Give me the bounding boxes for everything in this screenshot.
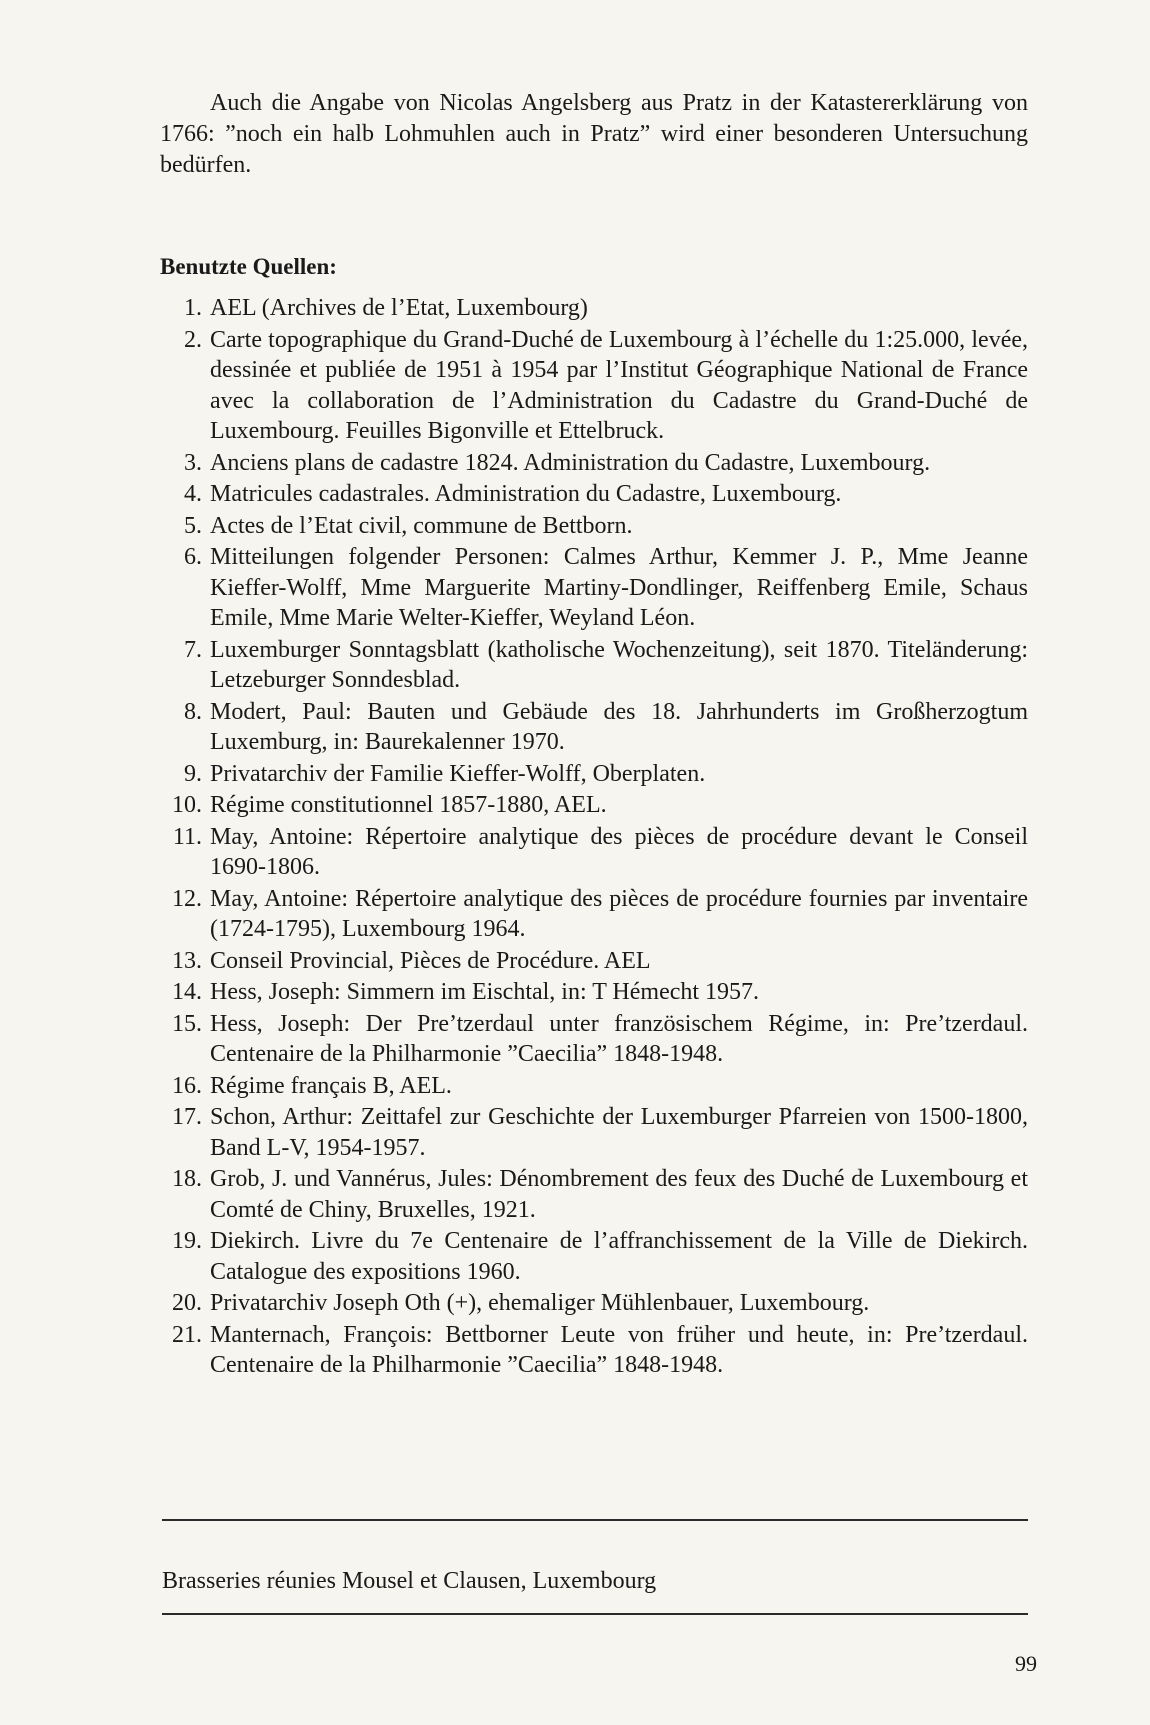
source-item [160,448,1028,479]
source-text: Hess, Joseph: Der Pre’tzerdaul unter französischem Régime, in: Pre’tzerdaul. Centenaire de la Philharmonie ”Caecilia” 1848-1948. [210,1010,1028,1067]
source-text: AEL (Archives de l’Etat, Luxembourg) [210,295,588,321]
source-number: 1. [184,295,202,321]
source-item [160,511,1028,542]
source-number: 17. [172,1104,202,1130]
source-item [160,822,1028,883]
caption-top-rule [162,1519,1028,1521]
source-item [160,977,1028,1008]
source-number: 20. [172,1290,202,1316]
source-text: Schon, Arthur: Zeittafel zur Geschichte der Luxemburger Pfarreien von 1500-1800, Band L-V, 1954-1957. [210,1104,1028,1161]
source-number: 18. [172,1166,202,1192]
source-item [160,759,1028,790]
source-item [160,697,1028,758]
source-number: 12. [172,885,202,912]
source-text: Conseil Provincial, Pièces de Procédure. AEL [210,947,651,974]
source-number: 14. [172,979,202,1005]
source-text: Grob, J. und Vannérus, Jules: Dénombrement des feux des Duché de Luxembourg et Comté de Chiny, Bruxelles, 1921. [210,1166,1028,1223]
page-number: 99 [1015,1651,1037,1676]
source-item [160,1320,1028,1381]
source-text: Modert, Paul: Bauten und Gebäude des 18. Jahrhunderts im Großherzogtum Luxemburg, in: Baurekalenner 1970. [210,698,1028,755]
source-item [160,1009,1028,1070]
source-number: 11. [172,823,202,850]
source-number: 16. [172,1072,202,1099]
source-number: 10. [172,792,202,818]
source-text: Diekirch. Livre du 7e Centenaire de l’affranchissement de la Ville de Diekirch. Catalogue des expositions 1960. [210,1228,1028,1285]
source-text: Privatarchiv der Familie Kieffer-Wolff, Oberplaten. [210,760,706,787]
source-text: May, Antoine: Répertoire analytique des pièces de procédure fournies par inventaire (1724-1795), Luxembourg 1964. [210,885,1028,942]
source-number: 8. [184,698,202,725]
source-number: 3. [184,449,202,476]
source-text: Actes de l’Etat civil, commune de Bettborn. [210,512,633,539]
source-item [160,790,1028,821]
source-item [160,1071,1028,1102]
source-number: 19. [172,1228,202,1254]
source-number: 21. [172,1321,202,1348]
source-number: 13. [172,947,202,974]
source-text: May, Antoine: Répertoire analytique des pièces de procédure devant le Conseil 1690-1806. [210,823,1028,880]
sources-list [160,293,1028,1382]
source-text: Régime constitutionnel 1857-1880, AEL. [210,792,607,818]
source-text: Anciens plans de cadastre 1824. Administration du Cadastre, Luxembourg. [210,449,931,476]
source-item [160,1102,1028,1163]
source-text: Privatarchiv Joseph Oth (+), ehemaliger Mühlenbauer, Luxembourg. [210,1290,870,1316]
source-number: 5. [184,512,202,539]
intro-paragraph: Auch die Angabe von Nicolas Angelsberg aus Pratz in der Katastererklärung von 1766: ”noch ein halb Lohmuhlen auch in Pratz” wird einer besonderen Untersuchung bedürfen. [160,90,1028,178]
caption-bottom-rule [162,1613,1028,1615]
source-item [160,479,1028,510]
source-text: Matricules cadastrales. Administration du Cadastre, Luxembourg. [210,481,842,507]
source-number: 4. [184,481,202,507]
source-item [160,1288,1028,1319]
source-item [160,325,1028,447]
source-item [160,293,1028,324]
source-item [160,1226,1028,1287]
source-item [160,884,1028,945]
source-item [160,1164,1028,1225]
source-text: Hess, Joseph: Simmern im Eischtal, in: T Hémecht 1957. [210,979,760,1005]
source-number: 15. [172,1010,202,1037]
source-item [160,542,1028,634]
source-number: 7. [184,636,202,663]
source-text: Manternach, François: Bettborner Leute von früher und heute, in: Pre’tzerdaul. Centenaire de la Philharmonie ”Caecilia” 1848-1948. [210,1321,1028,1378]
source-item [160,635,1028,696]
source-text: Luxemburger Sonntagsblatt (katholische Wochenzeitung), seit 1870. Titeländerung: Letzeburger Sonndesblad. [210,636,1028,693]
source-text: Carte topographique du Grand-Duché de Luxembourg à l’échelle du 1:25.000, levée, dessinée et publiée de 1951 à 1954 par l’Institut Géographique National de France avec la collaboration de l’Administration du Cadastre du Grand-Duché de Luxembourg. Feuilles Bigonville et Ettelbruck. [210,326,1028,444]
source-text: Régime français B, AEL. [210,1072,452,1099]
source-number: 9. [184,760,202,787]
source-number: 6. [184,544,202,570]
source-item [160,946,1028,977]
image-caption: Brasseries réunies Mousel et Clausen, Luxembourg [162,1568,657,1594]
source-number: 2. [184,326,202,353]
source-text: Mitteilungen folgender Personen: Calmes Arthur, Kemmer J. P., Mme Jeanne Kieffer-Wolff, Mme Marguerite Martiny-Dondlinger, Reiffenberg Emile, Schaus Emile, Mme Marie Welter-Kieffer, Weyland Léon. [210,544,1028,631]
sources-heading: Benutzte Quellen: [160,254,337,279]
